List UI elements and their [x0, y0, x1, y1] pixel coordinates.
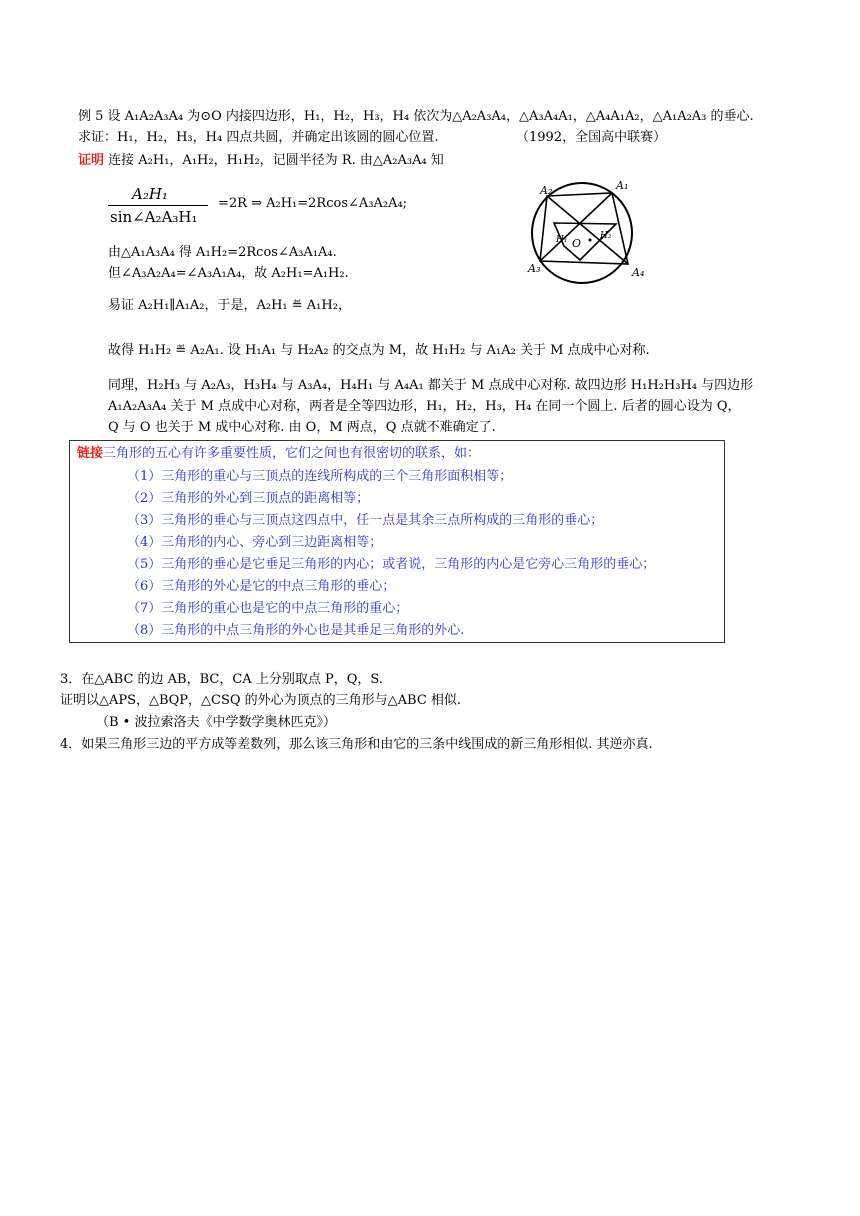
equation-3: 但∠A₃A₂A₄=∠A₃A₁A₄，故 A₂H₁=A₁H₂. — [108, 266, 349, 281]
equation-5: 故得 H₁H₂ ≝ A₂A₁. 设 H₁A₁ 与 H₂A₂ 的交点为 M，故 H₁H₂ 与 A₁A₂ 关于 M 点成中心对称. — [108, 343, 650, 358]
equation-7: A₁A₂A₃A₄ 关于 M 点成中心对称，两者是全等四边形，H₁，H₂，H₃，H₄ 在同一个圆上. 后者的圆心设为 Q， — [108, 399, 741, 414]
link-item-6: （6）三角形的外心是它的中点三角形的垂心； — [127, 579, 396, 594]
diagonal-a2-a4 — [547, 196, 628, 264]
label-h2: H₂ — [600, 231, 612, 241]
equation-8: Q 与 O 也关于 M 成中心对称. 由 O，M 两点，Q 点就不难确定了. — [108, 420, 496, 435]
example-source: （1992，全国高中联赛） — [516, 130, 667, 145]
center-point — [589, 239, 592, 242]
link-item-1: （1）三角形的重心与三顶点的连线所构成的三个三角形面积相等； — [127, 469, 513, 484]
link-item-7: （7）三角形的重心也是它的中点三角形的重心； — [127, 601, 409, 616]
link-intro: 三角形的五心有许多重要性质，它们之间也有很密切的联系，如： — [103, 446, 481, 461]
label-a4: A₄ — [632, 266, 645, 279]
link-item-8: （8）三角形的中点三角形的外心也是其垂足三角形的外心. — [127, 623, 465, 638]
label-h1: H₁ — [556, 235, 568, 245]
label-a2: A₂ — [540, 184, 553, 197]
cyclic-quadrilateral-figure — [524, 176, 654, 286]
fraction-denominator: sin∠A₂A₃H₁ — [110, 208, 198, 226]
link-label: 链接 — [77, 446, 104, 461]
label-a3: A₃ — [528, 262, 541, 275]
problem-3-claim: 证明以△APS，△BQP，△CSQ 的外心为顶点的三角形与△ABC 相似. — [60, 693, 462, 708]
link-item-4: （4）三角形的内心、旁心到三边距离相等； — [127, 535, 383, 550]
link-item-2: （2）三角形的外心到三顶点的距离相等； — [127, 491, 370, 506]
fraction-bar — [108, 205, 208, 206]
link-item-3: （3）三角形的垂心与三顶点这四点中，任一点是其余三点所构成的三角形的垂心； — [127, 513, 604, 528]
proof-label: 证明 — [78, 153, 105, 168]
problem-4-statement: 4．如果三角形三边的平方成等差数列，那么该三角形和由它的三条中线围成的新三角形相似. 其逆亦真. — [60, 737, 653, 752]
equation-6: 同理，H₂H₃ 与 A₂A₃，H₃H₄ 与 A₃A₄，H₄H₁ 与 A₄A₁ 都关于 M 点成中心对称. 故四边形 H₁H₂H₃H₄ 与四边形 — [108, 378, 754, 393]
link-box — [69, 440, 725, 643]
proof-intro-line — [78, 152, 444, 170]
equation-4: 易证 A₂H₁∥A₁A₂，于是，A₂H₁ ≝ A₁H₂， — [108, 298, 351, 313]
problem-3-statement: 3．在△ABC 的边 AB，BC，CA 上分别取点 P，Q，S. — [60, 672, 383, 687]
equation-1: =2R ⇒ A₂H₁=2Rcos∠A₃A₂A₄; — [218, 196, 408, 211]
problem-3-source: （B • 波拉索洛夫《中学数学奥林匹克》） — [96, 715, 336, 730]
proof-intro: 连接 A₂H₁，A₁H₂，H₁H₂，记圆半径为 R. 由△A₂A₃A₄ 知 — [108, 153, 444, 168]
fraction-numerator: A₂H₁ — [132, 185, 168, 203]
link-item-5: （5）三角形的垂心是它垂足三角形的内心；或者说，三角形的内心是它旁心三角形的垂心； — [127, 557, 656, 572]
example-statement: 例 5 设 A₁A₂A₃A₄ 为⊙O 内接四边形，H₁，H₂，H₃，H₄ 依次为△A₂A₃A₄，△A₃A₄A₁，△A₄A₁A₂，△A₁A₂A₃ 的垂心. — [78, 109, 754, 124]
example-claim: 求证：H₁，H₂，H₃，H₄ 四点共圆，并确定出该圆的圆心位置. — [78, 130, 439, 145]
label-o: O — [572, 237, 582, 250]
link-intro-line — [77, 445, 480, 463]
label-a1: A₁ — [616, 179, 629, 192]
diagonal-a1-a3 — [540, 193, 612, 261]
equation-2: 由△A₁A₃A₄ 得 A₁H₂=2Rcos∠A₃A₁A₄. — [108, 245, 337, 260]
